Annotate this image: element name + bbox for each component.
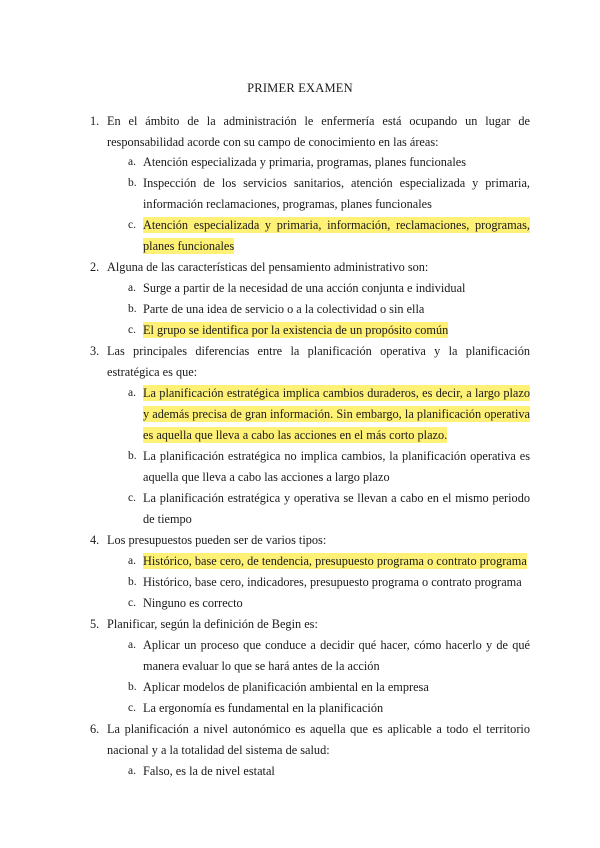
option-text-highlighted: El grupo se identifica por la existencia de un propósito común [143,323,449,337]
question-2-option-a [128,278,530,299]
question-number: 1. [90,114,100,128]
question-number: 4. [90,533,100,547]
question-2 [90,257,530,278]
option-text: Parte de una idea de servicio o a la colectividad o sin ella [143,302,425,316]
question-number: 5. [90,617,100,631]
option-letter: c. [128,702,136,714]
option-letter: b. [128,450,137,462]
question-6-option-a [128,761,530,782]
question-text: Los presupuestos pueden ser de varios tipos: [107,533,327,547]
option-text: Atención especializada y primaria, programas, planes funcionales [143,155,467,169]
option-text: Surge a partir de la necesidad de una acción conjunta e individual [143,281,466,295]
question-5-option-a [128,635,530,677]
option-letter: a. [128,387,136,399]
question-text: En el ámbito de la administración le enfermería está ocupando un lugar de responsabilidad acorde con su campo de conocimiento en las áreas: [107,114,530,149]
question-6 [90,719,530,761]
option-text: Aplicar modelos de planificación ambiental en la empresa [143,680,429,694]
question-3 [90,341,530,383]
option-letter: b. [128,576,137,588]
question-1-option-a [128,152,530,173]
question-text: Las principales diferencias entre la planificación operativa y la planificación estratégica es que: [107,344,530,379]
option-text: La planificación estratégica y operativa se llevan a cabo en el mismo periodo de tiempo [143,491,530,526]
option-letter: b. [128,303,137,315]
question-4-option-b [128,572,530,593]
question-4-option-a [128,551,530,572]
question-4-option-c [128,593,530,614]
option-text-highlighted: La planificación estratégica implica cambios duraderos, es decir, a largo plazo y además precisa de gran información. Sin embargo, la planificación operativa es aquella que lleva a cabo las acciones en el más corto plazo. [143,386,530,442]
question-5 [90,614,530,635]
question-number: 6. [90,722,100,736]
option-text: Inspección de los servicios sanitarios, atención especializada y primaria, información reclamaciones, programas, planes funcionales [143,176,530,211]
option-letter: c. [128,597,136,609]
question-number: 2. [90,260,100,274]
question-1-option-c [128,215,530,257]
option-letter: c. [128,324,136,336]
option-letter: a. [128,555,136,567]
option-letter: a. [128,156,136,168]
question-5-option-b [128,677,530,698]
question-5-option-c [128,698,530,719]
question-1-option-b [128,173,530,215]
option-letter: a. [128,765,136,777]
question-3-option-c [128,488,530,530]
option-letter: c. [128,219,136,231]
option-text: La planificación estratégica no implica cambios, la planificación operativa es aquella que lleva a cabo las acciones a largo plazo [143,449,530,484]
question-text: Alguna de las características del pensamiento administrativo son: [107,260,429,274]
question-2-option-c [128,320,530,341]
question-3-option-b [128,446,530,488]
question-text: Planificar, según la definición de Begin es: [107,617,318,631]
option-letter: a. [128,282,136,294]
option-text: La ergonomía es fundamental en la planificación [143,701,384,715]
question-text: La planificación a nivel autonómico es aquella que es aplicable a todo el territorio nacional y a la totalidad del sistema de salud: [107,722,530,757]
option-text: Ninguno es correcto [143,596,243,610]
question-4 [90,530,530,551]
exam-title: PRIMER EXAMEN [247,81,353,95]
option-text: Falso, es la de nivel estatal [143,764,275,778]
question-3-option-a [128,383,530,446]
question-2-option-b [128,299,530,320]
question-number: 3. [90,344,100,358]
option-text-highlighted: Histórico, base cero, de tendencia, presupuesto programa o contrato programa [143,554,527,568]
option-text: Aplicar un proceso que conduce a decidir qué hacer, cómo hacerlo y de qué manera evaluar lo que se hará antes de la acción [143,638,530,673]
option-letter: b. [128,681,137,693]
question-1 [90,111,530,153]
option-letter: c. [128,492,136,504]
option-letter: b. [128,177,137,189]
option-text-highlighted: Atención especializada y primaria, información, reclamaciones, programas, planes funcionales [143,218,530,253]
option-text: Histórico, base cero, indicadores, presupuesto programa o contrato programa [143,575,522,589]
option-letter: a. [128,639,136,651]
